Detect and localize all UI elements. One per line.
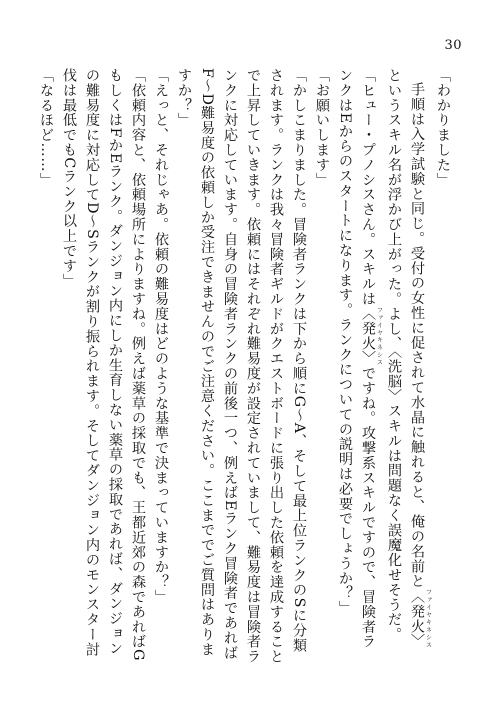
- text-line: [103, 68, 126, 678]
- text-line-segment: 「かしこまりました。冒険者ランクは下から順にG〜A、そして最上位ランクのSに分類: [291, 68, 307, 653]
- text-line: [34, 68, 57, 678]
- text-line: [195, 68, 218, 678]
- text-line: [405, 68, 431, 678]
- ruby-base: 〈発火〉: [360, 306, 376, 367]
- text-line: [333, 68, 356, 678]
- text-line-segment: 「ヒュー・プノシスさん。スキルは: [360, 68, 376, 307]
- text-line: [241, 68, 264, 678]
- text-line-segment: 手順は入学試験と同じ。受付の女性に促されて水晶に触れると、俺の名前と: [409, 82, 425, 589]
- text-line: [126, 68, 149, 678]
- text-line: [431, 68, 454, 678]
- text-line: [80, 68, 103, 678]
- ruby-annotation: [360, 306, 383, 367]
- text-line-segment: というスキル名が浮かび上がった。よし、〈洗脳〉スキルは問題なく誤魔化せそうだ。: [386, 68, 402, 642]
- page-number: 30: [444, 38, 462, 53]
- text-line: [172, 68, 195, 678]
- text-line-segment: で上昇していきます。依頼にはそれぞれ難易度が設定されていまして、難易度は冒険者ラ: [245, 68, 261, 664]
- text-line-segment: されます。ランクは我々冒険者ギルドがクエストボードに張り出した依頼を達成すること: [268, 68, 284, 664]
- text-line-segment: の難易度に対応してD〜Sランクが割り振られます。そしてダンジョン内のモンスター討: [84, 68, 100, 657]
- text-line-segment: ンクはEからのスタートになります。ランクについての説明は必要でしょうか？」: [337, 68, 353, 616]
- vertical-text-body: [34, 68, 454, 678]
- text-line: [57, 68, 80, 678]
- ruby-base: 〈発火〉: [409, 588, 425, 649]
- text-line-segment: F〜D難易度の依頼しか受注できませんのでご注意ください。ここまででご質問はありま: [199, 68, 215, 657]
- text-line-segment: 「わかりました」: [435, 68, 451, 188]
- text-line: [218, 68, 241, 678]
- ruby-annotation: [409, 588, 432, 649]
- text-line-segment: 「えっと、それじゃあ。依頼の難易度はどのような基準で決まっていますか？」: [153, 68, 169, 605]
- text-line: [382, 68, 405, 678]
- text-line-segment: 伐は最低でもCランク以上です」: [61, 68, 77, 289]
- ruby-reading: ファイヤキネシス: [424, 588, 432, 649]
- text-line-segment: すか？」: [176, 68, 192, 128]
- text-line: [310, 68, 333, 678]
- text-line: [264, 68, 287, 678]
- text-line: [287, 68, 310, 678]
- text-line: [356, 68, 382, 678]
- text-line-segment: 「お願いします」: [314, 68, 330, 188]
- text-line-segment: ンクに対応しています。自身の冒険者ランクの前後一つ、例えばEランク冒険者であれば: [222, 68, 238, 661]
- text-line-segment: 「依頼内容と、依頼場所によりますね。例えば薬草の採取でも、王都近郊の森であればG: [130, 68, 146, 662]
- text-line-segment: もしくはFかEランク。ダンジョン内にしか生育しない薬草の採取であれば、ダンジョン: [107, 68, 123, 656]
- ruby-reading: ファイヤキネシス: [375, 306, 383, 367]
- text-line-segment: 「なるほど……」: [38, 68, 54, 188]
- text-line-segment: ですね。攻撃系スキルですので、冒険者ラ: [360, 366, 376, 650]
- text-line: [149, 68, 172, 678]
